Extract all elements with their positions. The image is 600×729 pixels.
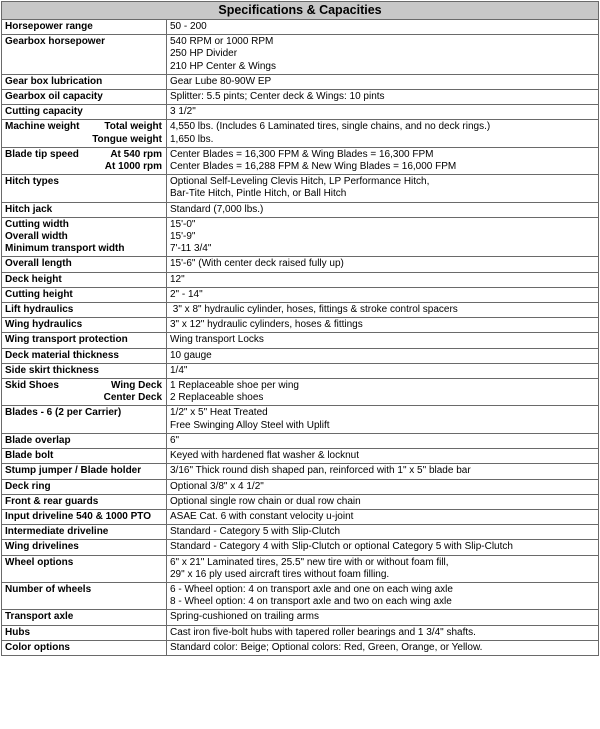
table-row — [2, 217, 599, 257]
table-title: Specifications & Capacities — [2, 2, 599, 20]
spec-value: 2" - 14" — [167, 287, 599, 302]
spec-value: Standard - Category 5 with Slip-Clutch — [167, 525, 599, 540]
table-row — [2, 272, 599, 287]
spec-value-line: 8 - Wheel option: 4 on transport axle and two on each wing axle — [170, 596, 452, 608]
table-row — [2, 287, 599, 302]
table-row — [2, 625, 599, 640]
spec-value — [167, 582, 599, 609]
spec-value-line: Free Swinging Alloy Steel with Uplift — [170, 419, 330, 431]
spec-label: Overall length — [2, 257, 167, 272]
spec-value — [167, 175, 599, 202]
spec-value-line: 540 RPM or 1000 RPM — [170, 36, 274, 48]
table-row — [2, 120, 599, 147]
spec-sublabel: At 540 rpm — [110, 148, 162, 160]
spec-label: Gearbox horsepower — [2, 35, 167, 75]
table-row — [2, 540, 599, 555]
spec-value-line: 250 HP Divider — [170, 48, 238, 60]
spec-label: Transport axle — [2, 610, 167, 625]
spec-value-line: Center Blades = 16,288 FPM & New Wing Blades = 16,000 FPM — [170, 161, 457, 173]
spec-value: Keyed with hardened flat washer & locknut — [167, 449, 599, 464]
spec-value-line: 29" x 16 ply used aircraft tires without foam filling. — [170, 568, 390, 580]
spec-label: Gearbox oil capacity — [2, 90, 167, 105]
spec-value: 10 gauge — [167, 348, 599, 363]
spec-label: Hitch jack — [2, 202, 167, 217]
spec-label-main: Blade tip speed — [5, 148, 79, 160]
spec-label: Cutting height — [2, 287, 167, 302]
spec-label-main: Skid Shoes — [5, 380, 59, 392]
spec-value-line: Optional Self-Leveling Clevis Hitch, LP Performance Hitch, — [170, 176, 430, 188]
spec-value-line: 6" x 21" Laminated tires, 25.5" new tire with or without foam fill, — [170, 556, 449, 568]
spec-label: Wing transport protection — [2, 333, 167, 348]
table-row — [2, 379, 599, 406]
spec-label — [2, 217, 167, 257]
spec-value: 3/16" Thick round dish shaped pan, reinforced with 1" x 5" blade bar — [167, 464, 599, 479]
spec-value: 3" x 12" hydraulic cylinders, hoses & fittings — [167, 318, 599, 333]
spec-value-line: Center Blades = 16,300 FPM & Wing Blades = 16,300 FPM — [170, 148, 434, 160]
spec-value: Standard - Category 4 with Slip-Clutch or optional Category 5 with Slip-Clutch — [167, 540, 599, 555]
spec-label: Hubs — [2, 625, 167, 640]
spec-value: Gear Lube 80-90W EP — [167, 74, 599, 89]
spec-value — [167, 120, 599, 147]
specifications-table — [1, 1, 599, 656]
spec-label: Blade overlap — [2, 433, 167, 448]
spec-sublabel: Center Deck — [103, 392, 162, 404]
spec-value-line: 1 Replaceable shoe per wing — [170, 380, 299, 392]
spec-label: Side skirt thickness — [2, 363, 167, 378]
spec-value — [167, 555, 599, 582]
table-row — [2, 90, 599, 105]
spec-value-line: 7'-11 3/4" — [170, 243, 212, 255]
spec-value-line: 15'-0" — [170, 218, 196, 230]
table-row — [2, 406, 599, 433]
spec-value: 1/4" — [167, 363, 599, 378]
spec-value — [167, 379, 599, 406]
spec-value: 50 - 200 — [167, 20, 599, 35]
spec-label — [2, 147, 167, 174]
spec-label: Wing hydraulics — [2, 318, 167, 333]
spec-value: 12" — [167, 272, 599, 287]
spec-label — [2, 120, 167, 147]
spec-value — [167, 406, 599, 433]
spec-value: Cast iron five-bolt hubs with tapered roller bearings and 1 3/4" shafts. — [167, 625, 599, 640]
table-row — [2, 303, 599, 318]
spec-value: Standard (7,000 lbs.) — [167, 202, 599, 217]
table-row — [2, 640, 599, 655]
spec-label: Intermediate driveline — [2, 525, 167, 540]
spec-value: ASAE Cat. 6 with constant velocity u-joint — [167, 509, 599, 524]
table-row — [2, 555, 599, 582]
table-row — [2, 525, 599, 540]
spec-value: Optional single row chain or dual row chain — [167, 494, 599, 509]
spec-label: Number of wheels — [2, 582, 167, 609]
spec-value-line: Bar-Tite Hitch, Pintle Hitch, or Ball Hitch — [170, 188, 347, 200]
spec-value: Splitter: 5.5 pints; Center deck & Wings: 10 pints — [167, 90, 599, 105]
table-row — [2, 464, 599, 479]
spec-value-line: 1/2" x 5" Heat Treated — [170, 407, 268, 419]
spec-label: Gear box lubrication — [2, 74, 167, 89]
table-row — [2, 509, 599, 524]
spec-label: Deck material thickness — [2, 348, 167, 363]
spec-value: 15'-6" (With center deck raised fully up) — [167, 257, 599, 272]
spec-value: Standard color: Beige; Optional colors: Red, Green, Orange, or Yellow. — [167, 640, 599, 655]
table-row — [2, 333, 599, 348]
table-row — [2, 20, 599, 35]
table-row — [2, 582, 599, 609]
spec-label: Input driveline 540 & 1000 PTO — [2, 509, 167, 524]
spec-value — [167, 217, 599, 257]
spec-value-line: 1,650 lbs. — [170, 133, 214, 145]
spec-value: Optional 3/8" x 4 1/2" — [167, 479, 599, 494]
spec-label: Stump jumper / Blade holder — [2, 464, 167, 479]
spec-label: Wing drivelines — [2, 540, 167, 555]
spec-sublabel: Wing Deck — [110, 380, 162, 392]
table-row — [2, 74, 599, 89]
spec-label: Color options — [2, 640, 167, 655]
spec-value-line: 15'-9" — [170, 231, 196, 243]
spec-value-line: 2 Replaceable shoes — [170, 392, 264, 404]
spec-sublabel: At 1000 rpm — [104, 161, 162, 173]
spec-label: Cutting capacity — [2, 105, 167, 120]
spec-value-line: 6 - Wheel option: 4 on transport axle and one on each wing axle — [170, 583, 453, 595]
spec-value: Wing transport Locks — [167, 333, 599, 348]
spec-sublabel: Tongue weight — [92, 133, 162, 145]
table-row — [2, 348, 599, 363]
spec-label: Hitch types — [2, 175, 167, 202]
table-row — [2, 35, 599, 75]
table-row — [2, 147, 599, 174]
table-row — [2, 105, 599, 120]
spec-value — [167, 147, 599, 174]
spec-label-line: Cutting width — [5, 218, 69, 230]
spec-label: Wheel options — [2, 555, 167, 582]
spec-label: Front & rear guards — [2, 494, 167, 509]
table-row — [2, 175, 599, 202]
spec-value: 6" — [167, 433, 599, 448]
spec-value-line: 4,550 lbs. (Includes 6 Laminated tires, single chains, and no deck rings.) — [170, 121, 491, 133]
spec-label: Deck height — [2, 272, 167, 287]
spec-label: Blades - 6 (2 per Carrier) — [2, 406, 167, 433]
table-row — [2, 610, 599, 625]
table-row — [2, 257, 599, 272]
spec-label: Horsepower range — [2, 20, 167, 35]
spec-sublabel: Total weight — [104, 121, 162, 133]
spec-label-line: Minimum transport width — [5, 243, 125, 255]
table-row — [2, 449, 599, 464]
spec-label — [2, 379, 167, 406]
table-row — [2, 318, 599, 333]
spec-label: Deck ring — [2, 479, 167, 494]
spec-label: Blade bolt — [2, 449, 167, 464]
spec-value-line: 210 HP Center & Wings — [170, 60, 276, 72]
table-row — [2, 479, 599, 494]
spec-value: 3" x 8" hydraulic cylinder, hoses, fittings & stroke control spacers — [167, 303, 599, 318]
spec-label-main: Machine weight — [5, 121, 80, 133]
spec-value — [167, 35, 599, 75]
spec-value: 3 1/2" — [167, 105, 599, 120]
table-row — [2, 202, 599, 217]
spec-value: Spring-cushioned on trailing arms — [167, 610, 599, 625]
spec-label: Lift hydraulics — [2, 303, 167, 318]
spec-label-line: Overall width — [5, 231, 68, 243]
table-row — [2, 494, 599, 509]
table-row — [2, 363, 599, 378]
table-row — [2, 433, 599, 448]
